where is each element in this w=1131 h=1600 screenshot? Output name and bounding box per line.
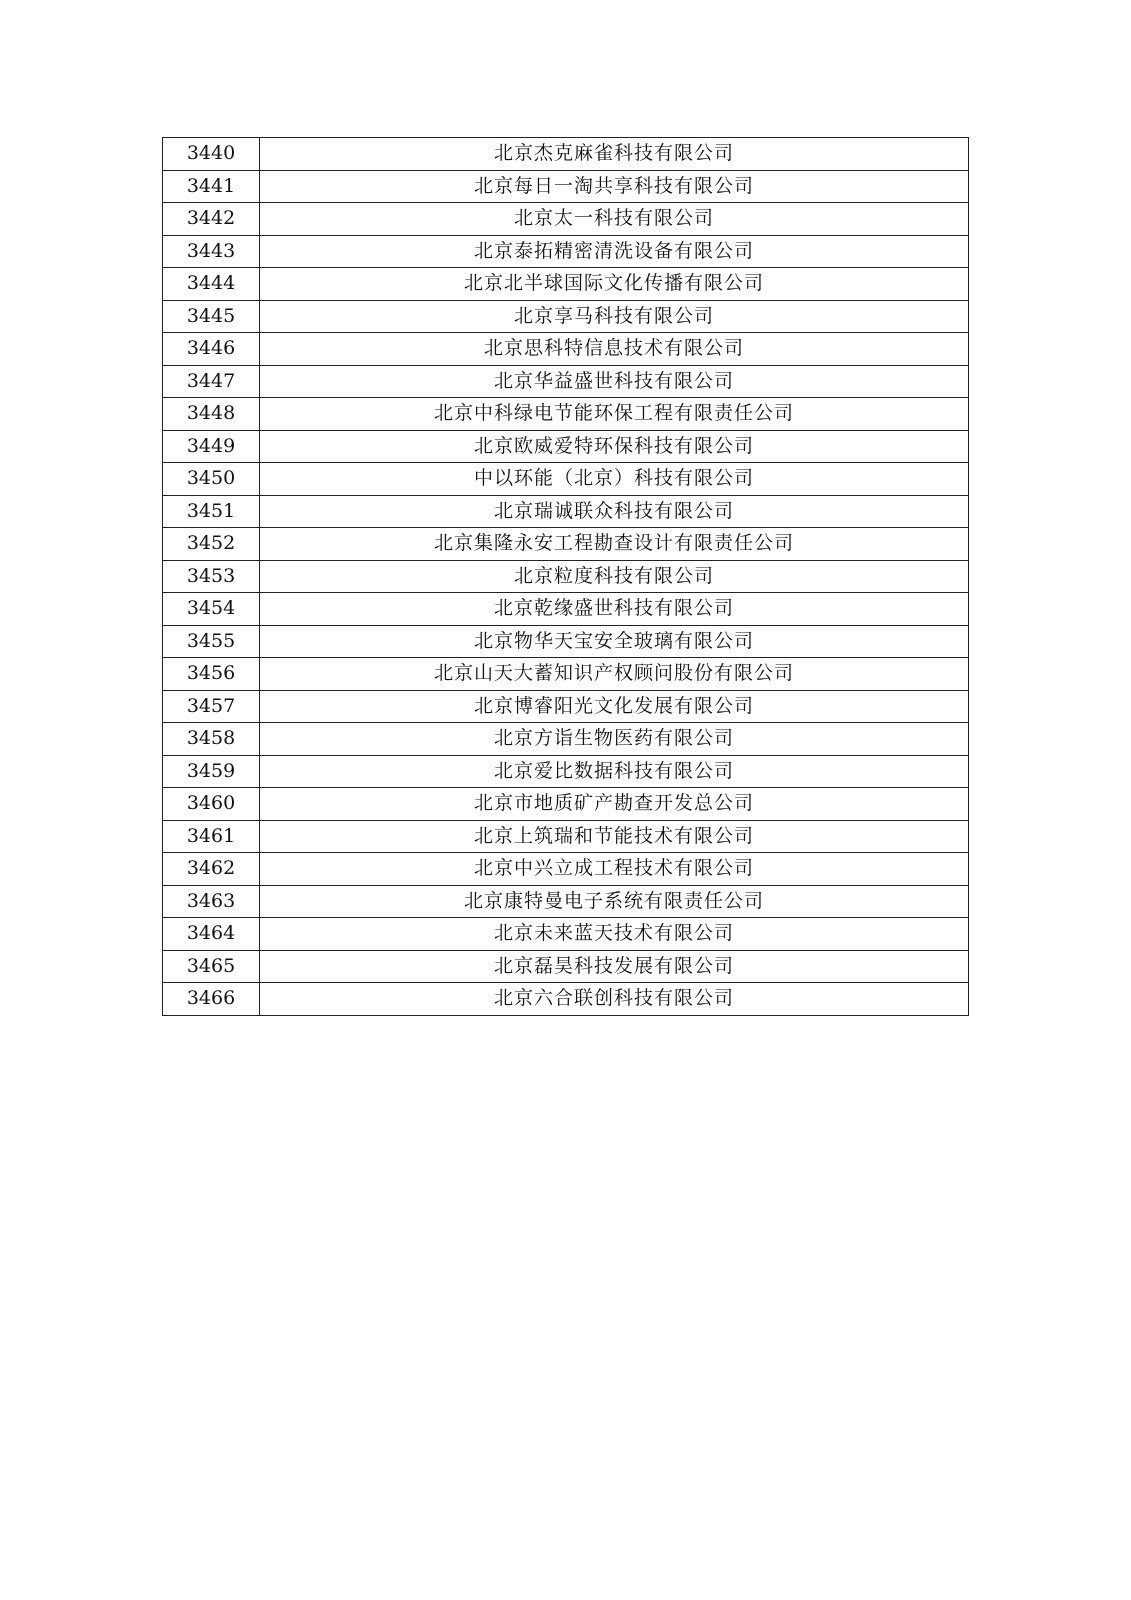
table-row	[163, 268, 969, 301]
row-number: 3440	[163, 138, 260, 171]
company-name: 北京每日一淘共享科技有限公司	[260, 170, 969, 203]
row-number: 3442	[163, 203, 260, 236]
row-number: 3449	[163, 430, 260, 463]
row-number: 3457	[163, 690, 260, 723]
company-name: 北京中兴立成工程技术有限公司	[260, 853, 969, 886]
table-row	[163, 723, 969, 756]
company-name: 北京未来蓝天技术有限公司	[260, 918, 969, 951]
company-name: 北京太一科技有限公司	[260, 203, 969, 236]
company-name: 北京华益盛世科技有限公司	[260, 365, 969, 398]
table-row	[163, 430, 969, 463]
table-row	[163, 690, 969, 723]
table-row	[163, 203, 969, 236]
table-row	[163, 918, 969, 951]
row-number: 3446	[163, 333, 260, 366]
company-name: 北京上筑瑞和节能技术有限公司	[260, 820, 969, 853]
table-row	[163, 950, 969, 983]
table-row	[163, 333, 969, 366]
row-number: 3459	[163, 755, 260, 788]
row-number: 3441	[163, 170, 260, 203]
row-number: 3454	[163, 593, 260, 626]
company-name: 北京中科绿电节能环保工程有限责任公司	[260, 398, 969, 431]
table-row	[163, 495, 969, 528]
company-name: 北京北半球国际文化传播有限公司	[260, 268, 969, 301]
company-name: 北京粒度科技有限公司	[260, 560, 969, 593]
row-number: 3445	[163, 300, 260, 333]
row-number: 3453	[163, 560, 260, 593]
table-row	[163, 885, 969, 918]
table-row	[163, 235, 969, 268]
company-name: 北京方诣生物医药有限公司	[260, 723, 969, 756]
company-name: 北京享马科技有限公司	[260, 300, 969, 333]
row-number: 3443	[163, 235, 260, 268]
row-number: 3452	[163, 528, 260, 561]
company-name: 北京市地质矿产勘查开发总公司	[260, 788, 969, 821]
row-number: 3450	[163, 463, 260, 496]
row-number: 3456	[163, 658, 260, 691]
table-row	[163, 528, 969, 561]
company-name: 北京物华天宝安全玻璃有限公司	[260, 625, 969, 658]
table-row	[163, 300, 969, 333]
table-row	[163, 138, 969, 171]
table-row	[163, 755, 969, 788]
table-row	[163, 853, 969, 886]
row-number: 3464	[163, 918, 260, 951]
company-name: 北京磊昊科技发展有限公司	[260, 950, 969, 983]
table-row	[163, 365, 969, 398]
table-row	[163, 170, 969, 203]
table-row	[163, 463, 969, 496]
row-number: 3465	[163, 950, 260, 983]
row-number: 3451	[163, 495, 260, 528]
table-row	[163, 593, 969, 626]
row-number: 3447	[163, 365, 260, 398]
row-number: 3461	[163, 820, 260, 853]
company-name: 北京瑞诚联众科技有限公司	[260, 495, 969, 528]
row-number: 3458	[163, 723, 260, 756]
row-number: 3444	[163, 268, 260, 301]
company-name: 北京爱比数据科技有限公司	[260, 755, 969, 788]
company-name: 北京泰拓精密清洗设备有限公司	[260, 235, 969, 268]
table-row	[163, 625, 969, 658]
row-number: 3460	[163, 788, 260, 821]
row-number: 3448	[163, 398, 260, 431]
table-row	[163, 788, 969, 821]
company-name: 北京乾缘盛世科技有限公司	[260, 593, 969, 626]
company-list-table	[162, 137, 969, 1016]
company-name: 北京山天大蓄知识产权顾问股份有限公司	[260, 658, 969, 691]
row-number: 3455	[163, 625, 260, 658]
company-name: 北京六合联创科技有限公司	[260, 983, 969, 1016]
company-name: 中以环能（北京）科技有限公司	[260, 463, 969, 496]
row-number: 3462	[163, 853, 260, 886]
table-row	[163, 560, 969, 593]
company-name: 北京博睿阳光文化发展有限公司	[260, 690, 969, 723]
company-name: 北京欧威爱特环保科技有限公司	[260, 430, 969, 463]
company-name: 北京集隆永安工程勘查设计有限责任公司	[260, 528, 969, 561]
company-name: 北京杰克麻雀科技有限公司	[260, 138, 969, 171]
row-number: 3466	[163, 983, 260, 1016]
company-name: 北京思科特信息技术有限公司	[260, 333, 969, 366]
table-row	[163, 658, 969, 691]
table-row	[163, 398, 969, 431]
company-name: 北京康特曼电子系统有限责任公司	[260, 885, 969, 918]
table-row	[163, 820, 969, 853]
table-row	[163, 983, 969, 1016]
row-number: 3463	[163, 885, 260, 918]
